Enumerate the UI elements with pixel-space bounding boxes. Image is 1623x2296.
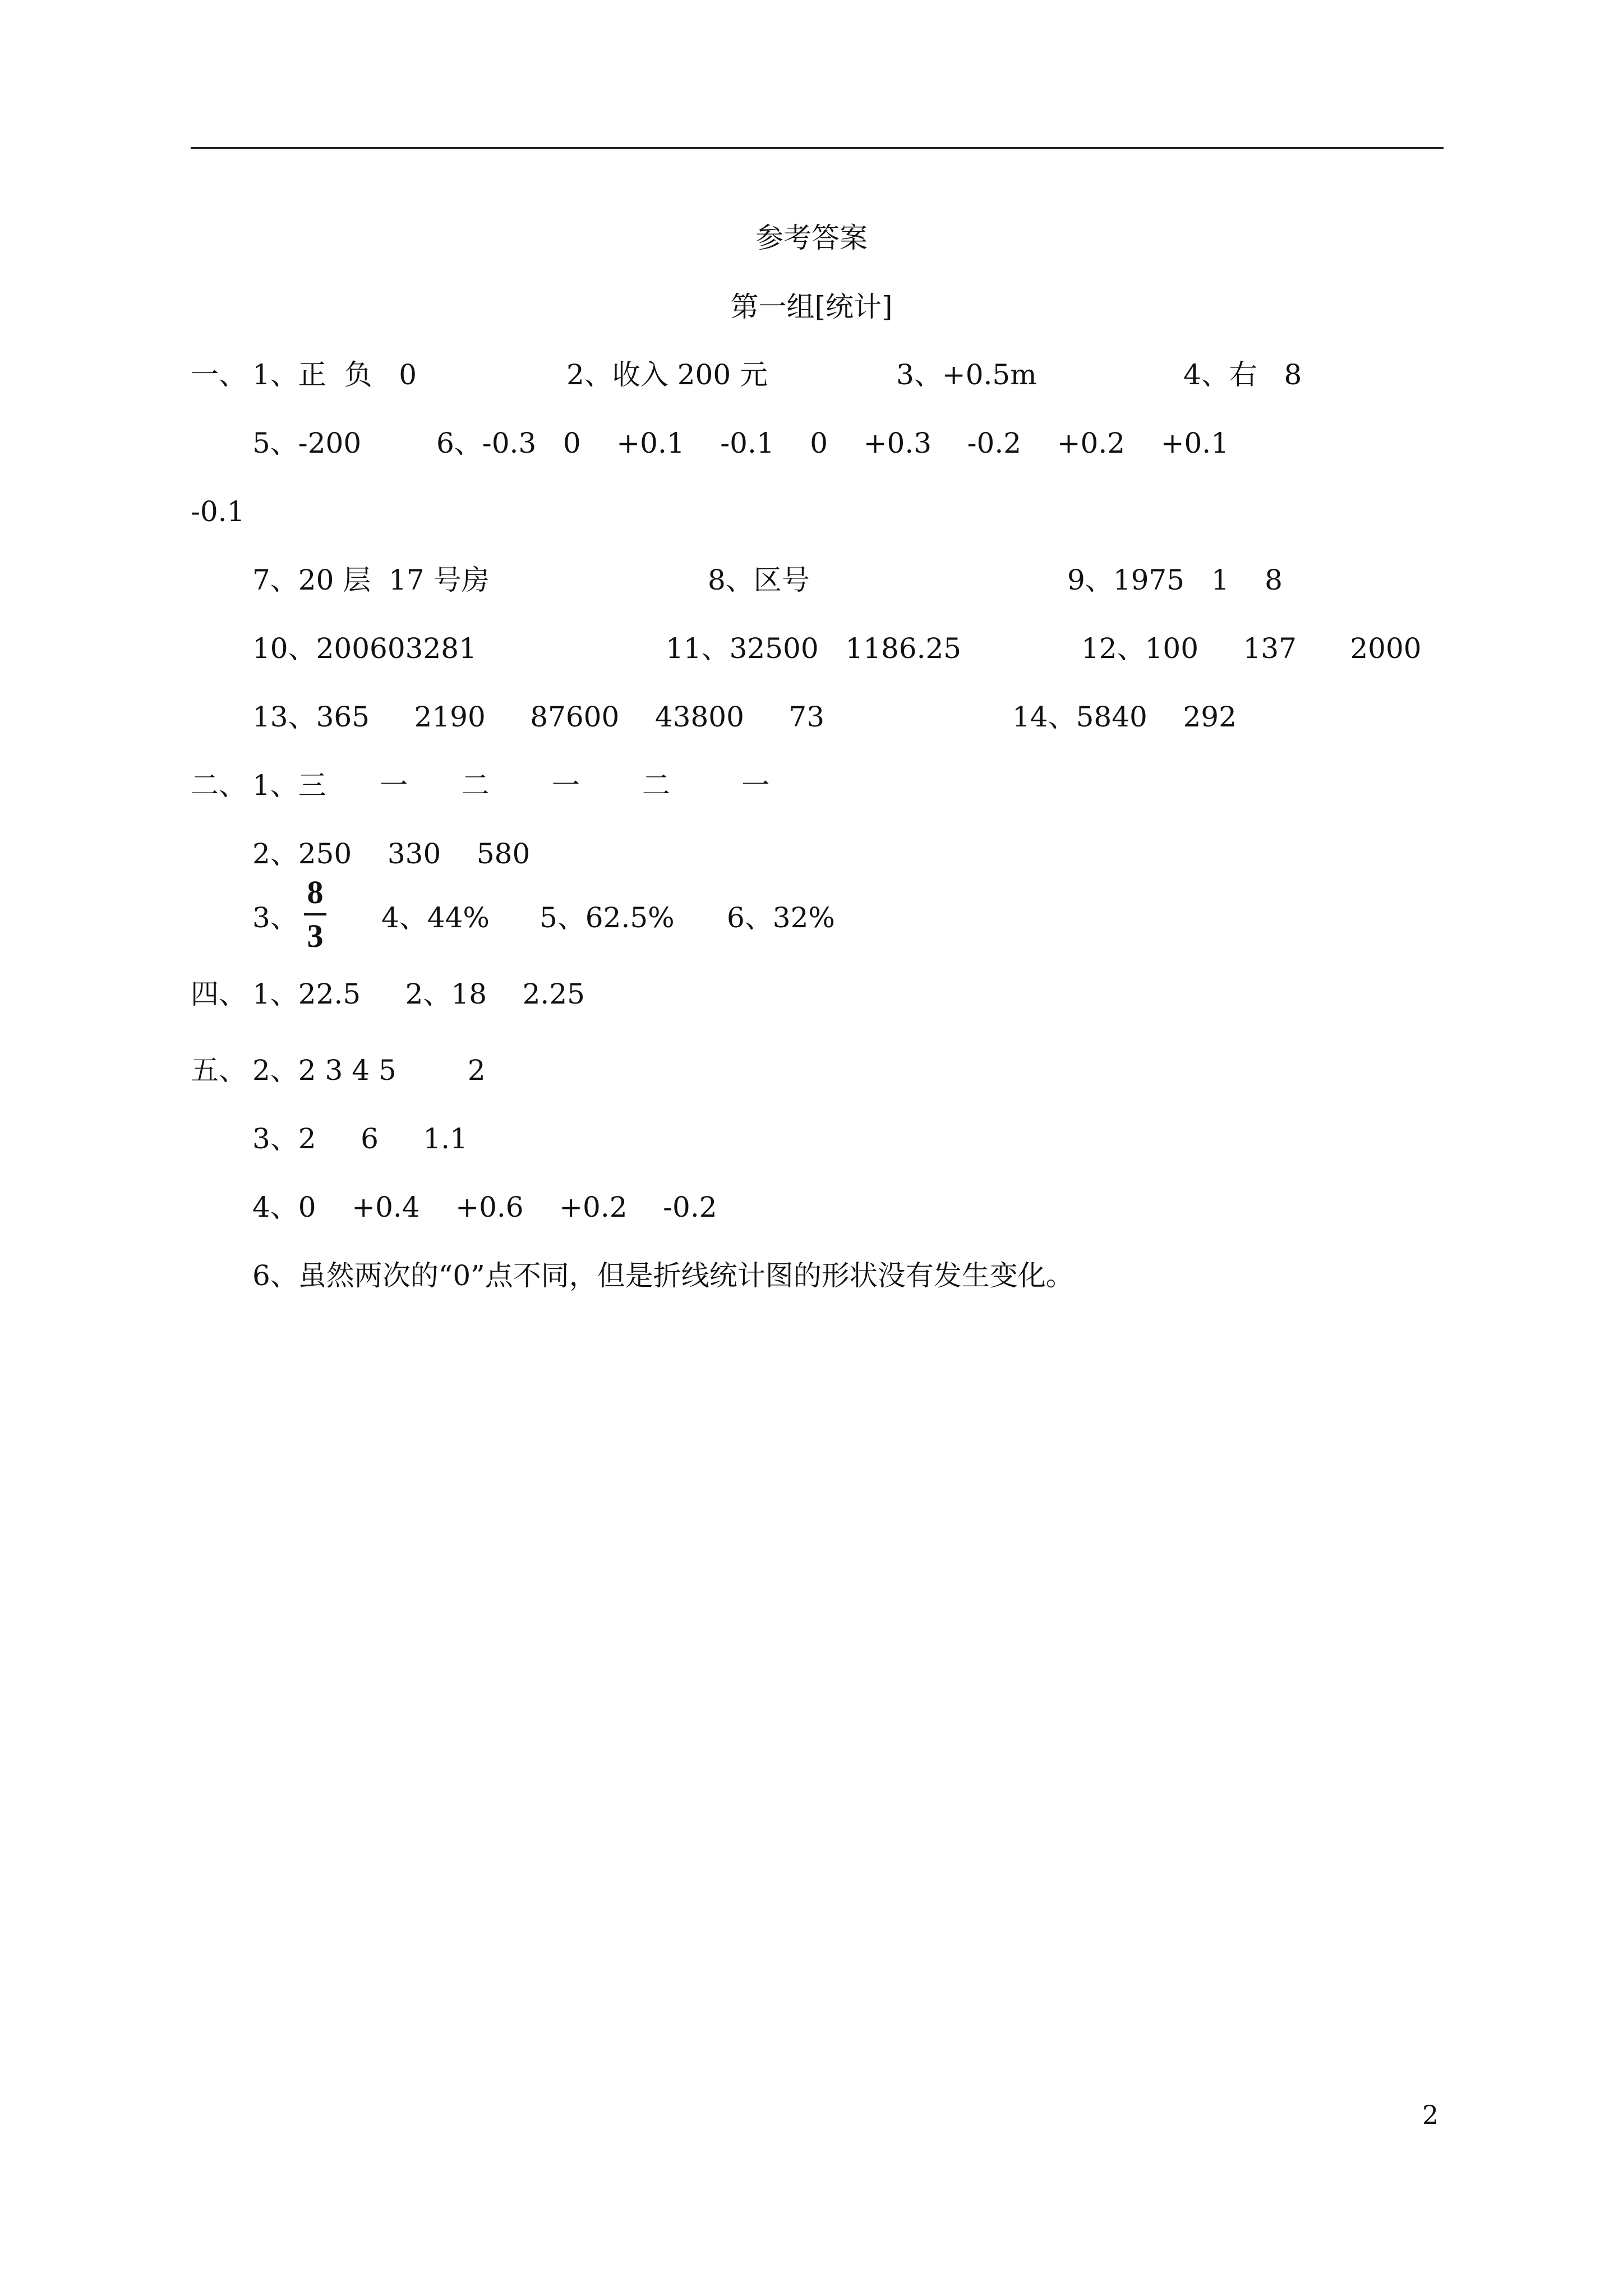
- answer-1-8: 8、区号: [708, 564, 810, 596]
- answer-1-5: 5、-200: [252, 427, 362, 459]
- answer-1-6-wrap: -0.1: [191, 495, 245, 528]
- answer-2-1: 1、三 一 二 一 二 一: [252, 769, 770, 802]
- answer-2-3-fraction: [304, 875, 326, 954]
- answer-1-1: 1、正 负 0: [252, 358, 417, 391]
- answer-1-14: 14、5840 292: [1012, 701, 1237, 733]
- answer-1-4: 4、右 8: [1183, 358, 1302, 391]
- section-2-label: 二、: [191, 769, 247, 802]
- page-subtitle: 第一组[统计]: [730, 291, 893, 323]
- answer-4-1: 1、22.5 2、18 2.25: [252, 978, 585, 1010]
- answer-5-4: 4、0 +0.4 +0.6 +0.2 -0.2: [252, 1191, 717, 1223]
- fraction-numerator: 8: [307, 874, 324, 910]
- answer-1-13: 13、365 2190 87600 43800 73: [252, 701, 825, 733]
- answer-1-11: 11、32500 1186.25: [666, 632, 962, 665]
- answer-1-10: 10、200603281: [252, 632, 477, 665]
- answer-1-7: 7、20 层 17 号房: [252, 564, 490, 596]
- answer-5-2: 2、2 3 4 5 2: [252, 1054, 486, 1087]
- answer-1-3: 3、+0.5m: [896, 358, 1037, 391]
- section-1-label: 一、: [191, 358, 247, 391]
- answer-2-3-prefix: 3、: [252, 901, 298, 934]
- answer-1-6: 6、-0.3 0 +0.1 -0.1 0 +0.3 -0.2 +0.2 +0.1: [436, 427, 1229, 459]
- answer-2-4: 4、44%: [381, 901, 490, 934]
- header-rule: [191, 147, 1444, 149]
- answer-1-9: 9、1975 1 8: [1067, 564, 1283, 596]
- answer-5-6: 6、虽然两次的“0”点不同，但是折线统计图的形状没有发生变化。: [252, 1259, 1074, 1292]
- answer-1-12: 12、100 137 2000: [1081, 632, 1422, 665]
- answer-2-2: 2、250 330 580: [252, 838, 531, 870]
- fraction-denominator: 3: [307, 918, 324, 954]
- answer-2-6: 6、32%: [727, 901, 835, 934]
- fraction-bar: [304, 913, 326, 915]
- answer-1-2: 2、收入 200 元: [566, 358, 768, 391]
- page-number: 2: [1422, 2100, 1439, 2130]
- page-title: 参考答案: [755, 222, 868, 254]
- answer-5-3: 3、2 6 1.1: [252, 1122, 468, 1155]
- answer-2-5: 5、62.5%: [540, 901, 675, 934]
- section-5-label: 五、: [191, 1054, 247, 1087]
- section-4-label: 四、: [191, 978, 247, 1010]
